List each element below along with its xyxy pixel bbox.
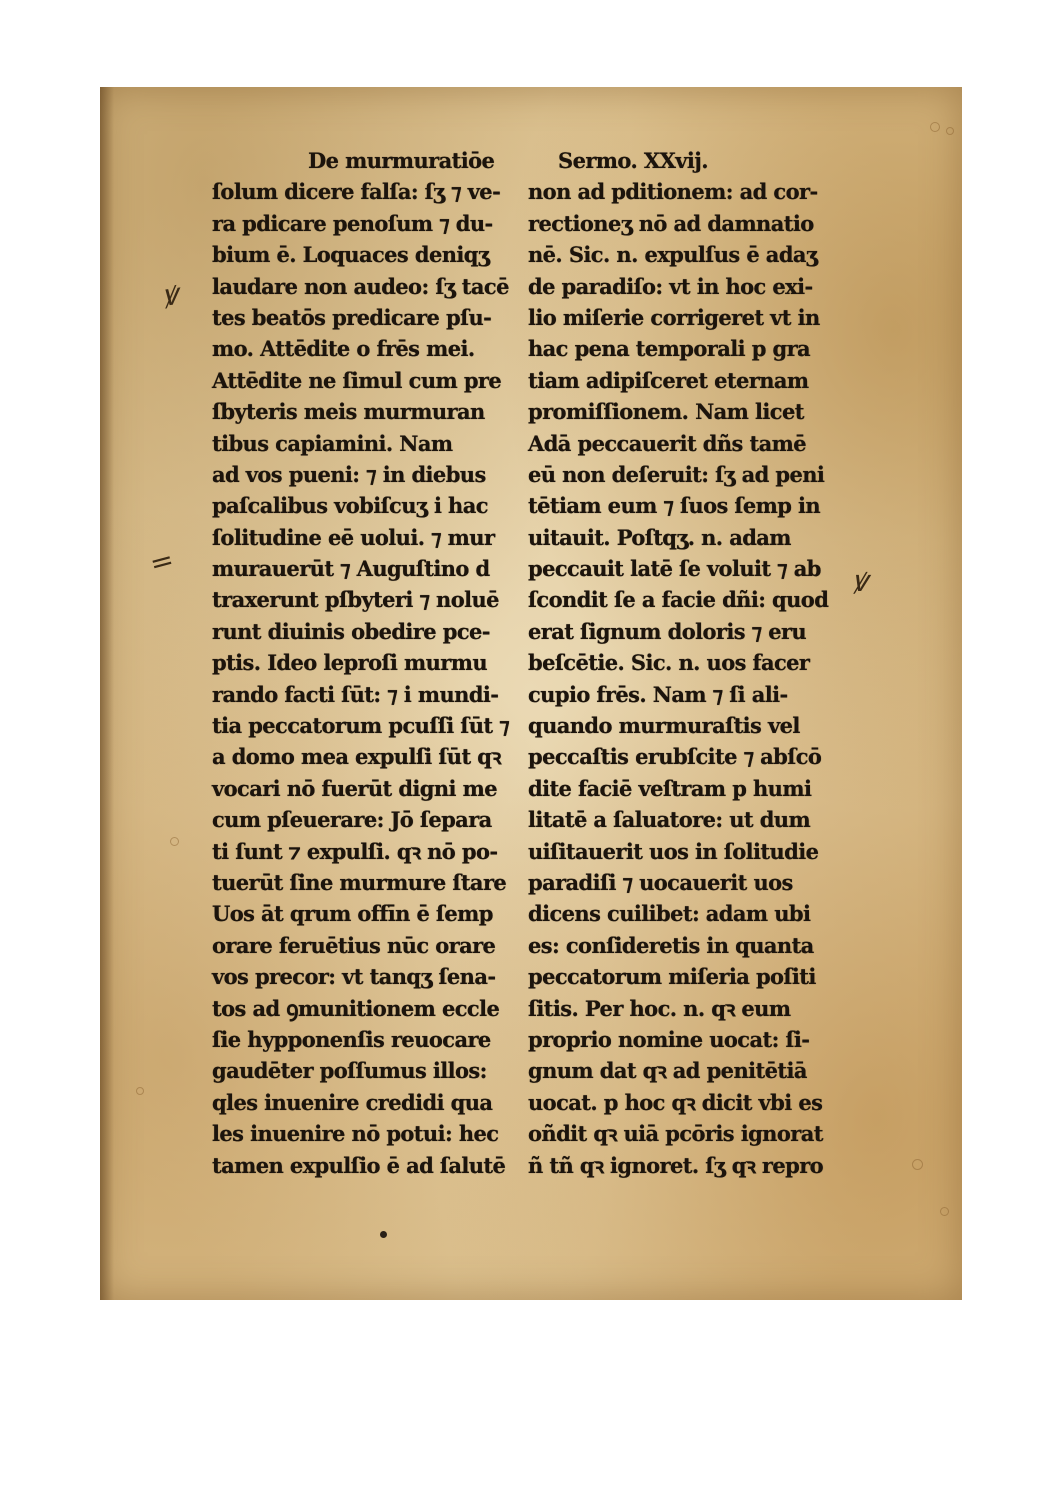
text-line: promiſſionem. Nam licet [528, 399, 804, 425]
stain-spot [136, 1087, 144, 1095]
text-line: ſolitudine eē uolui. ⁊ mur [212, 524, 495, 550]
text-line: ñ tñ qꝛ ignoret. ſʒ qꝛ repro [528, 1152, 824, 1178]
left-text-column [212, 145, 524, 1181]
manuscript-page [100, 87, 962, 1300]
text-line: laudare non audeo: ſʒ tacē [212, 273, 509, 299]
text-line: quando murmuraſtis vel [528, 713, 800, 739]
marginal-note-left-mid: = [146, 542, 178, 581]
text-line: a domo mea expulſi ſūt qꝛ [212, 744, 501, 770]
text-line: tibus capiamini. Nam [212, 430, 453, 456]
ink-dot [380, 1231, 387, 1238]
text-line: ptis. Ideo leproſi murmu [212, 650, 488, 676]
text-line: cupio frēs. Nam ⁊ ſi ali- [528, 681, 788, 707]
text-line: ſitis. Per hoc. n. qꝛ eum [528, 995, 791, 1021]
text-line: gnum dat qꝛ ad penitētiā [528, 1058, 807, 1084]
text-line: Attēdite ne ſimul cum pre [212, 367, 502, 393]
stain-spot [170, 837, 179, 846]
text-line: de paradiſo: vt in hoc exi- [528, 273, 813, 299]
stain-spot [930, 122, 940, 132]
text-line: tētiam eum ⁊ ſuos ſemp in [528, 493, 821, 519]
text-line: uiſitauerit uos in ſolitudie [528, 838, 819, 864]
right-text-column [528, 145, 858, 1181]
text-line: oñdit qꝛ uiā pcōris ignorat [528, 1121, 823, 1147]
text-line: non ad pditionem: ad cor- [528, 179, 818, 205]
text-line: Uos āt qrum offīn ē ſemp [212, 901, 493, 927]
stain-spot [912, 1159, 923, 1170]
running-head-left: De murmuratiōe [308, 148, 495, 173]
text-line: vos precor: vt tanqʒ ſena- [212, 964, 496, 990]
text-line: dicens cuilibet: adam ubi [528, 901, 811, 927]
text-line: beſcētie. Sic. n. uos facer [528, 650, 810, 676]
page-edge-shadow [100, 87, 114, 1300]
marginal-note-left-top: ꝟ [159, 277, 180, 314]
text-line: litatē a ſaluatore: ut dum [528, 807, 811, 833]
text-line: peccatorum miſeria poſiti [528, 964, 816, 990]
text-line: les inuenire nō potui: hec [212, 1121, 499, 1147]
text-line: ſie hypponenſis reuocare [212, 1026, 491, 1052]
text-line: bium ē. Loquaces deniqʒ [212, 242, 490, 268]
text-line: uocat. p hoc qꝛ dicit vbi es [528, 1089, 823, 1115]
text-line: peccaſtis erubſcite ⁊ abſcō [528, 744, 822, 770]
text-line: qles inuenire credidi qua [212, 1089, 493, 1115]
text-line: nē. Sic. n. expulſus ē adaʒ [528, 242, 818, 268]
text-line: es: conſideretis in quanta [528, 932, 814, 958]
text-line: mo. Attēdite o frēs mei. [212, 336, 475, 362]
text-line: Adā peccauerit dñs tamē [528, 430, 806, 456]
text-line: tiam adipiſceret eternam [528, 367, 809, 393]
text-line: ti ſunt ⁊ expulſi. qꝛ nō po- [212, 838, 498, 864]
text-line: paſcalibus vobiſcuʒ i hac [212, 493, 488, 519]
text-line: ſbyteris meis murmuran [212, 399, 485, 425]
text-line: traxerunt pſbyteri ⁊ noluē [212, 587, 499, 613]
text-line: orare feruētius nūc orare [212, 932, 496, 958]
text-line: uitauit. Poſtqʒ. n. adam [528, 524, 791, 550]
text-line: ra pdicare penoſum ⁊ du- [212, 210, 493, 236]
marginal-note-right-mid: ꝟ [852, 564, 868, 599]
text-line: tuerūt ſine murmure ſtare [212, 869, 507, 895]
text-line: hac pena temporali p gra [528, 336, 811, 362]
text-line: tamen expulſio ē ad ſalutē [212, 1152, 506, 1178]
text-line: tia peccatorum pcuſſi ſūt ⁊ [212, 713, 510, 739]
stain-spot [940, 1207, 949, 1216]
text-line: murauerūt ⁊ Auguſtino d [212, 556, 490, 582]
text-line: lio miſerie corrigeret vt in [528, 304, 820, 330]
text-line: rando facti ſūt: ⁊ i mundi- [212, 681, 499, 707]
text-line: proprio nomine uocat: ſi- [528, 1026, 810, 1052]
text-line: ſolum dicere falſa: ſʒ ⁊ ve- [212, 179, 501, 205]
text-line: cum pſeuerare: Jō ſepara [212, 807, 492, 833]
text-line: gaudēter poſſumus illos: [212, 1058, 487, 1084]
text-line: runt diuinis obedire pce- [212, 618, 490, 644]
text-line: paradiſi ⁊ uocauerit uos [528, 869, 793, 895]
text-line: eū non deſeruit: ſʒ ad peni [528, 461, 825, 487]
text-line: ad vos pueni: ⁊ in diebus [212, 461, 486, 487]
text-line: vocari nō fuerūt digni me [212, 775, 498, 801]
text-line: tes beatōs predicare pſu- [212, 304, 492, 330]
text-line: erat ſignum doloris ⁊ eru [528, 618, 807, 644]
running-head-right: Sermo. XXvij. [558, 148, 708, 173]
text-line: rectioneʒ nō ad damnatio [528, 210, 814, 236]
stain-spot [946, 127, 954, 135]
text-line: dite faciē veſtram p humi [528, 775, 812, 801]
text-line: ſcondit ſe a facie dñi: quod [528, 587, 829, 613]
text-line: tos ad ꝯmunitionem eccle [212, 995, 500, 1021]
text-line: peccauit latē ſe voluit ⁊ ab [528, 556, 821, 582]
